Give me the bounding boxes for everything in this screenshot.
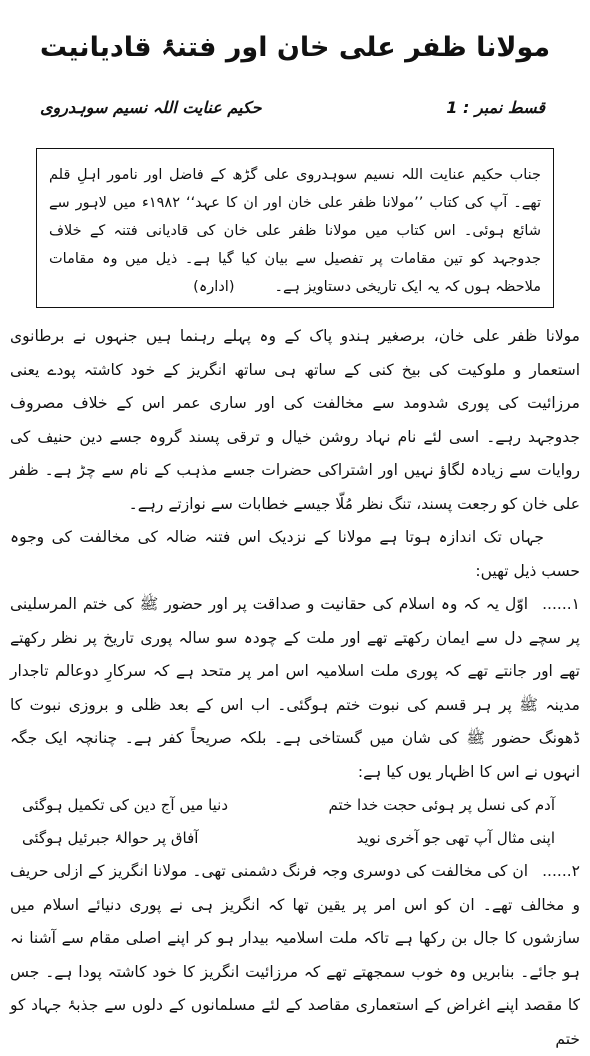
verse-line [10,822,580,855]
verse-hemistich: آدم کی نسل پر ہوئی حجت خدا ختم [328,796,555,814]
article-title: مولانا ظفر علی خان اور فتنۂ قادیانیت [39,32,551,63]
article-body [10,320,580,1056]
paragraph: مولانا ظفر علی خان، برصغیر ہندو پاک کے وہ پہلے رہنما ہیں جنہوں نے برطانوی استعمار و ملوکیت کی بیخ کنی کے ساتھ ہی ساتھ انگریز کے خود کاشتہ پودے یعنی مرزائیت کی پوری شدومد سے مخالفت کی اور ساری عمر اس کے خلاف مصروف جدوجہد رہے۔ اسی لئے نام نہاد روشن خیال و ترقی پسند گروہ جسے دین حنیف کی روایات سے زیادہ لگاؤ نہیں اور اشتراکی حضرات جسے مذہب کے نام سے چڑ ہے۔ ظفر علی خان کو رجعت پسند، تنگ نظر مُلّا جیسے خطابات سے نوازتے رہے۔ [10,327,580,513]
editor-note-text: جناب حکیم عنایت اللہ نسیم سوہدروی علی گڑھ کے فاضل اور نامور اہلِ قلم تھے۔ آپ کی کتاب ’’مولانا ظفر علی خان اور ان کا عہد‘‘ ۱۹۸۲ء میں لاہور سے شائع ہوئی۔ اس کتاب میں مولانا ظفر علی خان کی قادیانی فتنہ کے خلاف جدوجہد کو تین مقامات پر تفصیل سے بیان کیا گیا ہے۔ ذیل میں وہ مقامات ملاحظہ ہوں کہ یہ ایک تاریخی دستاویز ہے۔ [49,167,542,295]
editor-credit: (ادارہ) [193,279,235,295]
verse-hemistich: اپنی مثال آپ تھی جو آخری نوید [356,829,555,847]
editor-note-box [36,148,554,308]
paragraph: جہاں تک اندازہ ہوتا ہے مولانا کے نزدیک اس فتنہ ضالہ کی مخالفت کی وجوہ حسب ذیل تھیں: [10,528,580,580]
editor-note [37,149,553,301]
installment-number: قسط نمبر : 1 [446,98,545,117]
numbered-point [10,588,580,789]
point-text: ان کی مخالفت کی دوسری وجہ فرنگ دشمنی تھی۔ مولانا انگریز کے ازلی حریف و مخالف تھے۔ ان کو اس امر پر یقین تھا کہ انگریز ہی نے پوری دنیائے اسلام میں سازشوں کا جال بن رکھا ہے تاکہ ملت اسلامیہ بیدار ہو کر اپنے اصلی مقام سے آشنا نہ ہو جائے۔ بنابریں وہ خوب سمجھتے تھے کہ مرزائیت انگریز کا خود کاشتہ پودا ہے۔ جس کا مقصد اپنے اغراض کے استعماری مقاصد کے لئے مسلمانوں کے دلوں سے جذبۂ جہاد کو ختم [10,862,580,1048]
verse-hemistich: دنیا میں آج دین کی تکمیل ہوگئی [22,796,229,814]
point-number: ۲...... [542,862,580,880]
numbered-point [10,855,580,1056]
author-name: حکیم عنایت اللہ نسیم سوہدروی [40,98,262,117]
verse-hemistich: آفاق پر حوالۂ جبرئیل ہوگئی [22,829,199,847]
point-text: اوّل یہ کہ وہ اسلام کی حقانیت و صداقت پر اور حضور ﷺ کی ختم المرسلینی پر سچے دل سے ایمان رکھتے تھے اور ملت کے چودہ سو سالہ پوری تاریخ پر نظر رکھتے تھے اور جانتے تھے کہ پوری ملت اسلامیہ اس امر پر متحد ہے کہ سرکارِ دوعالم تاجدار مدینہ ﷺ پر ہر قسم کی نبوت ختم ہوگئی۔ اب اس کے بعد ظلی و بروزی نبوت کا ڈھونگ حضور ﷺ کی شان میں گستاخی ہے۔ بلکہ صریحاً کفر ہے۔ چنانچہ ایک جگہ انہوں نے اس کا اظہار یوں کیا ہے: [10,595,580,781]
byline [40,95,545,121]
point-number: ۱...... [542,595,580,613]
verse-line [10,789,580,822]
